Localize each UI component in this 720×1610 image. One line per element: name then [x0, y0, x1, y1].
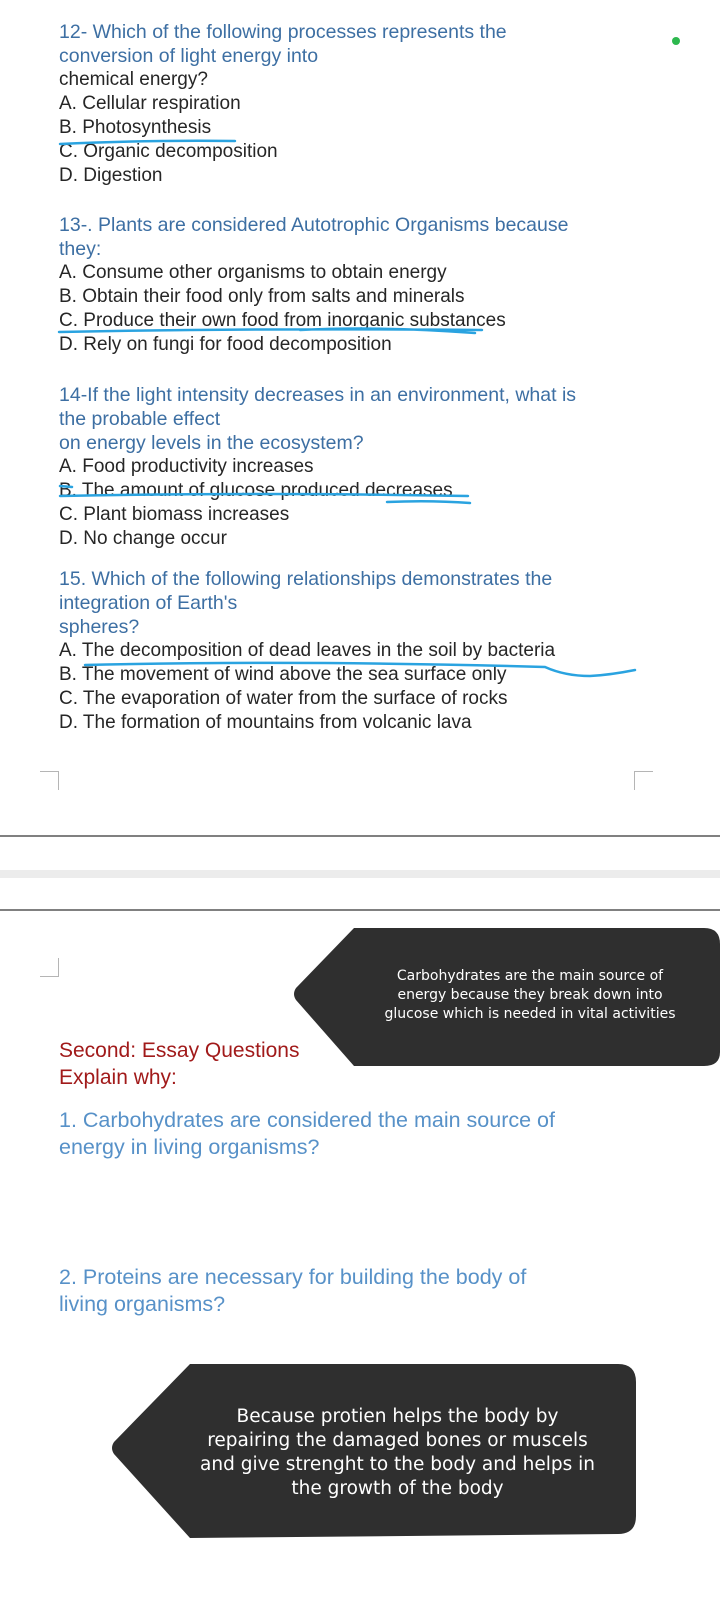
page-gap [0, 870, 720, 878]
option-c: C. The evaporation of water from the surface of rocks [59, 688, 508, 709]
annotation-line: glucose which is needed in vital activities [384, 1006, 676, 1022]
annotation-answer-1 [365, 967, 695, 1024]
ink-underline-q14-check [60, 486, 72, 487]
option-d: D. Rely on fungi for food decomposition [59, 334, 392, 355]
question-15-title-line: spheres? [59, 616, 140, 638]
option-c: C. Organic decomposition [59, 141, 278, 162]
question-13-title-line: 13-. Plants are considered Autotrophic Organisms because [59, 214, 569, 236]
question-14-title-line: the probable effect [59, 408, 221, 430]
question-14-title-line: on energy levels in the ecosystem? [59, 432, 364, 454]
option-a: A. Cellular respiration [59, 93, 241, 114]
page-break-line [0, 835, 720, 837]
option-a: A. The decomposition of dead leaves in the soil by bacteria [59, 640, 556, 661]
corner-mark-top-right [634, 771, 653, 790]
annotation-line: the growth of the body [291, 1478, 504, 1499]
annotation-answer-2 [195, 1405, 600, 1501]
ink-underline-q12 [60, 141, 235, 144]
question-15-title-line: integration of Earth's [59, 592, 238, 614]
option-c: C. Plant biomass increases [59, 504, 290, 525]
question-14-title-line: 14-If the light intensity decreases in an environment, what is [59, 384, 577, 406]
question-12-title-line: chemical energy? [59, 69, 208, 90]
option-d: D. No change occur [59, 528, 227, 549]
option-b: B. Photosynthesis [59, 117, 212, 138]
annotation-line: energy because they break down into [397, 987, 663, 1003]
ink-underline-q13 [59, 329, 482, 333]
question-15-title-line: 15. Which of the following relationships demonstrates the [59, 568, 553, 590]
corner-mark-bottom-left [40, 958, 59, 977]
option-b: B. The movement of wind above the sea surface only [59, 664, 507, 685]
essay-question-line: energy in living organisms? [59, 1135, 320, 1159]
essay-subheading: Explain why: [59, 1066, 177, 1089]
option-b: B. The amount of glucose produced decreases [59, 480, 453, 501]
ink-underline-q14 [60, 494, 470, 503]
annotation-line: and give strenght to the body and helps in [200, 1454, 595, 1475]
annotation-line: Carbohydrates are the main source of [396, 968, 664, 984]
question-12-title-line: conversion of light energy into [59, 45, 319, 67]
option-c: C. Produce their own food from inorganic substances [59, 310, 506, 331]
option-b: B. Obtain their food only from salts and minerals [59, 286, 465, 307]
option-a: A. Consume other organisms to obtain energy [59, 262, 447, 283]
question-13-title-line: they: [59, 238, 102, 260]
essay-question-line: 1. Carbohydrates are considered the main source of [59, 1108, 555, 1132]
annotation-line: repairing the damaged bones or muscels [207, 1430, 588, 1451]
ink-underline-q15 [85, 663, 635, 676]
essay-question-line: living organisms? [59, 1292, 226, 1316]
essay-question-2 [59, 1264, 639, 1318]
question-12-title-line: 12- Which of the following processes represents the [59, 21, 507, 43]
option-a: A. Food productivity increases [59, 456, 314, 477]
essay-question-1 [59, 1107, 639, 1161]
essay-question-line: 2. Proteins are necessary for building the body of [59, 1265, 527, 1289]
option-d: D. The formation of mountains from volcanic lava [59, 712, 472, 733]
annotation-line: Because protien helps the body by [236, 1406, 559, 1427]
page-break-line [0, 909, 720, 911]
corner-mark-top-left [40, 771, 59, 790]
option-d: D. Digestion [59, 165, 163, 186]
essay-heading: Second: Essay Questions [59, 1039, 300, 1062]
